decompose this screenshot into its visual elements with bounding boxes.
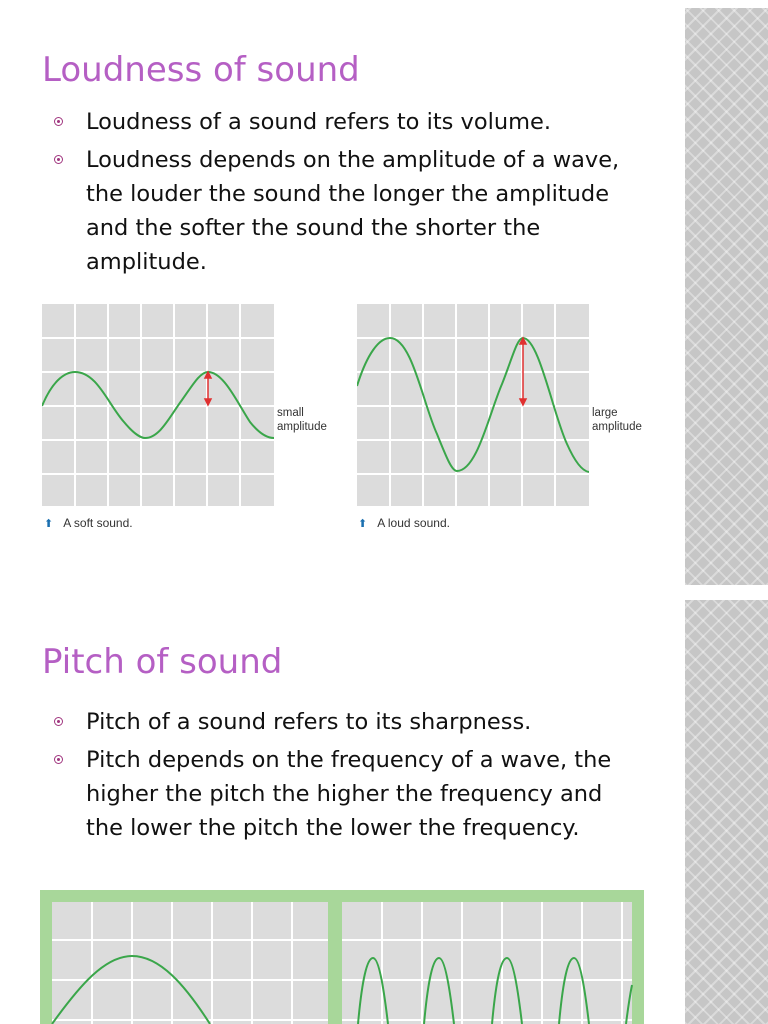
slide-title: Pitch of sound xyxy=(42,642,283,682)
up-arrow-icon: ⬆ xyxy=(358,518,368,530)
list-item xyxy=(54,143,634,279)
bullet-list xyxy=(54,105,634,283)
bullet-text: Pitch depends on the frequency of a wave, the higher the pitch the higher the frequency and the lower the pitch the lower the frequency. xyxy=(86,747,612,841)
figure-caption xyxy=(358,516,450,530)
loud-sound-wave-figure xyxy=(357,304,589,506)
bullet-text: Loudness depends on the amplitude of a wave, the louder the sound the longer the amplitude and the softer the sound the shorter the amplitude. xyxy=(86,147,620,275)
list-item xyxy=(54,743,634,845)
small-amplitude-label xyxy=(277,406,327,434)
bullet-text: Loudness of a sound refers to its volume. xyxy=(86,109,552,135)
label-line: small xyxy=(277,407,304,419)
slide-title: Loudness of sound xyxy=(42,50,360,90)
soft-sound-wave-figure xyxy=(42,304,274,506)
list-item xyxy=(54,705,634,739)
label-line: amplitude xyxy=(277,421,327,433)
large-amplitude-label xyxy=(592,406,642,434)
decorative-side-panel xyxy=(685,8,768,585)
caption-text: A loud sound. xyxy=(377,516,450,530)
bullet-text: Pitch of a sound refers to its sharpness. xyxy=(86,709,532,735)
slide-separator xyxy=(0,585,768,600)
label-line: large xyxy=(592,407,618,419)
circled-dot-icon xyxy=(54,755,63,764)
circled-dot-icon xyxy=(54,117,63,126)
list-item xyxy=(54,105,634,139)
circled-dot-icon xyxy=(54,717,63,726)
slide-pitch xyxy=(0,600,768,1024)
bullet-list xyxy=(54,705,634,849)
up-arrow-icon: ⬆ xyxy=(44,518,54,530)
label-line: amplitude xyxy=(592,421,642,433)
caption-text: A soft sound. xyxy=(63,516,133,530)
decorative-side-panel xyxy=(685,600,768,1024)
circled-dot-icon xyxy=(54,155,63,164)
pitch-wave-figures xyxy=(40,890,644,1024)
figure-caption xyxy=(44,516,133,530)
